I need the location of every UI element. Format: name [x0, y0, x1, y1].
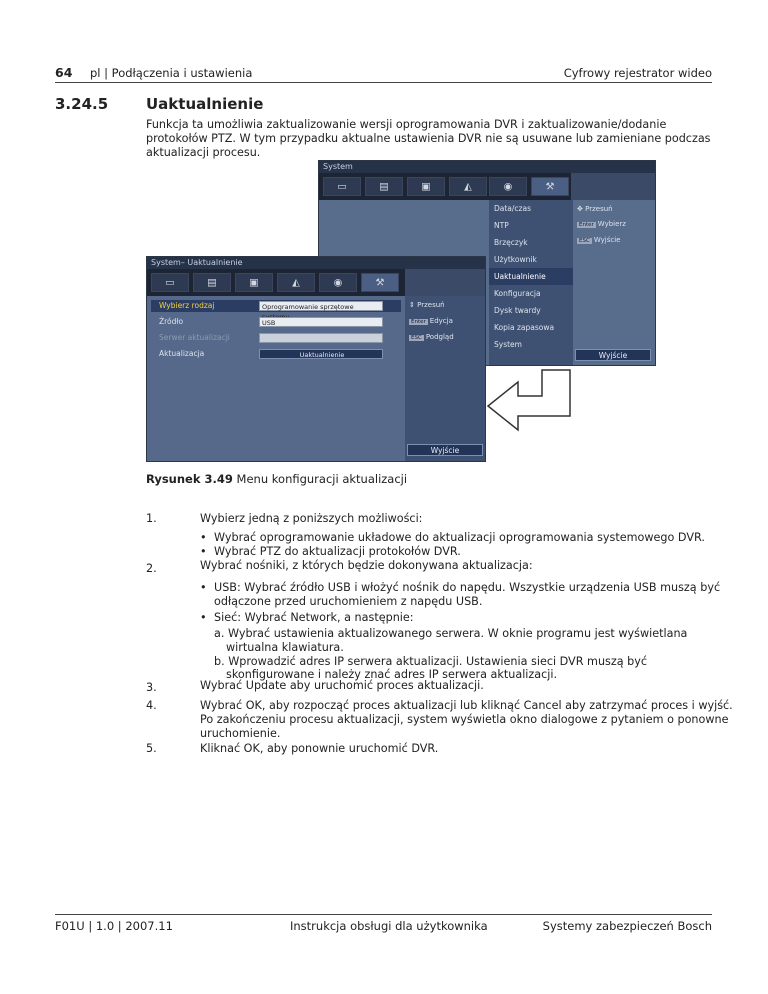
- step-2-sub-b-line2: skonfigurowane i należy znać adres IP serwera aktualizacji.: [226, 668, 558, 681]
- network-icon[interactable]: ◉: [489, 177, 527, 196]
- menu-item-buzzer[interactable]: Brzęczyk: [494, 238, 528, 247]
- hint-esc: ESC Podgląd: [411, 333, 454, 341]
- header-doc-title: Cyfrowy rejestrator wideo: [563, 66, 712, 80]
- record-icon[interactable]: ▤: [365, 177, 403, 196]
- camera-icon[interactable]: ▭: [323, 177, 361, 196]
- step-2-bullet: •: [200, 611, 207, 624]
- section-title: Uaktualnienie: [146, 95, 264, 113]
- hint-move: ⇕ Przesuń: [409, 301, 445, 309]
- step-3: Wybrać Update aby uruchomić proces aktualizacji.: [200, 679, 484, 692]
- hint-move: ✥ Przesuń: [577, 205, 613, 213]
- step-3-number: 3.: [146, 681, 157, 694]
- hint-esc: ESC Wyjście: [579, 236, 621, 244]
- updown-arrows-icon: ⇕: [409, 301, 415, 309]
- display-icon[interactable]: ▣: [407, 177, 445, 196]
- page-number: 64: [55, 65, 73, 80]
- step-2-sub-a-line1: a. Wybrać ustawienia aktualizowanego serwera. W oknie programu jest wyświetlana: [214, 627, 688, 640]
- footer-center: Instrukcja obsługi dla użytkownika: [290, 919, 488, 933]
- step-1-number: 1.: [146, 512, 157, 525]
- server-label: Serwer aktualizacji: [159, 333, 230, 342]
- system-tools-icon[interactable]: ⚒: [531, 177, 569, 196]
- hint-enter: Enter Wybierz: [579, 220, 626, 228]
- menu-item-configuration[interactable]: Konfiguracja: [494, 289, 541, 298]
- system-menu-list: [489, 200, 573, 365]
- toolbar-fill: [405, 269, 485, 296]
- toolbar: [319, 173, 571, 200]
- header-section: pl | Podłączenia i ustawienia: [90, 66, 253, 80]
- step-2-bullet: •: [200, 581, 207, 594]
- arrow-left-icon: [484, 366, 574, 434]
- alarm-icon[interactable]: ◭: [277, 273, 315, 292]
- footer-right: Systemy zabezpieczeń Bosch: [542, 919, 712, 933]
- step-2-sub-b-line1: b. Wprowadzić adres IP serwera aktualizacji. Ustawienia sieci DVR muszą być: [214, 655, 648, 668]
- step-2-number: 2.: [146, 562, 157, 575]
- header-rule: [55, 82, 712, 83]
- screen-title: System– Uaktualnienie: [147, 257, 485, 269]
- exit-button[interactable]: Wyjście: [407, 444, 483, 456]
- step-1-bullet: •: [200, 545, 207, 558]
- menu-item-system[interactable]: System: [494, 340, 522, 349]
- exit-button[interactable]: Wyjście: [575, 349, 651, 361]
- update-form: [147, 296, 405, 461]
- figure-caption: Rysunek 3.49 Menu konfiguracji aktualizacji: [146, 472, 408, 486]
- system-tools-icon[interactable]: ⚒: [361, 273, 399, 292]
- step-1-bullet: •: [200, 531, 207, 544]
- toolbar: [147, 269, 405, 296]
- step-4-line1: Wybrać OK, aby rozpocząć proces aktualizacji lub kliknąć Cancel aby zatrzymać proces i wyjść.: [200, 699, 733, 712]
- step-1-option-2: Wybrać PTZ do aktualizacji protokołów DVR.: [214, 545, 461, 558]
- step-1: Wybierz jedną z poniższych możliwości:: [200, 512, 423, 525]
- section-intro: Funkcja ta umożliwia zaktualizowanie wersji oprogramowania DVR i zaktualizowanie/dodanie protokołów PTZ. W tym przypadku aktualne ustawienia DVR nie są usuwane lub zamieniane podczas aktualizacji procesu.: [146, 118, 711, 159]
- step-4-line3: uruchomienie.: [200, 727, 281, 740]
- step-5-number: 5.: [146, 742, 157, 755]
- footer-left: F01U | 1.0 | 2007.11: [55, 919, 173, 933]
- update-button[interactable]: Uaktualnienie: [259, 349, 383, 359]
- hint-panel: [405, 296, 485, 461]
- server-field[interactable]: [259, 333, 383, 343]
- select-type-field[interactable]: Oprogramowanie sprzętowe: [259, 301, 383, 311]
- menu-item-hdd[interactable]: Dysk twardy: [494, 306, 541, 315]
- menu-item-ntp[interactable]: NTP: [494, 221, 509, 230]
- update-screen: [146, 256, 486, 462]
- menu-item-update[interactable]: Uaktualnienie: [489, 268, 573, 285]
- step-2-usb-line1: USB: Wybrać źródło USB i włożyć nośnik do napędu. Wszystkie urządzenia USB muszą być: [214, 581, 721, 594]
- step-2-usb-line2: odłączone przed uruchomieniem z napędu USB.: [214, 595, 483, 608]
- menu-item-datetime[interactable]: Data/czas: [494, 204, 531, 213]
- screen-title: System: [319, 161, 655, 173]
- source-label: Źródło: [159, 317, 184, 326]
- record-icon[interactable]: ▤: [193, 273, 231, 292]
- update-label: Aktualizacja: [159, 349, 205, 358]
- section-number: 3.24.5: [55, 95, 109, 113]
- toolbar-fill: [571, 173, 655, 200]
- step-5: Kliknać OK, aby ponownie uruchomić DVR.: [200, 742, 439, 755]
- step-2: Wybrać nośniki, z których będzie dokonywana aktualizacja:: [200, 559, 533, 572]
- menu-item-backup[interactable]: Kopia zapasowa: [494, 323, 555, 332]
- display-icon[interactable]: ▣: [235, 273, 273, 292]
- step-4-number: 4.: [146, 699, 157, 712]
- step-2-network: Sieć: Wybrać Network, a następnie:: [214, 611, 414, 624]
- menu-item-user[interactable]: Użytkownik: [494, 255, 537, 264]
- move-arrows-icon: ✥: [577, 205, 583, 213]
- network-icon[interactable]: ◉: [319, 273, 357, 292]
- alarm-icon[interactable]: ◭: [449, 177, 487, 196]
- footer-rule: [55, 914, 712, 915]
- step-1-option-1: Wybrać oprogramowanie układowe do aktualizacji oprogramowania systemowego DVR.: [214, 531, 705, 544]
- step-4-line2: Po zakończeniu procesu aktualizacji, system wyświetla okno dialogowe z pytaniem o ponowne: [200, 713, 729, 726]
- camera-icon[interactable]: ▭: [151, 273, 189, 292]
- hint-enter: Enter Edycja: [411, 317, 453, 325]
- source-field[interactable]: USB: [259, 317, 383, 327]
- step-2-sub-a-line2: wirtualna klawiatura.: [226, 641, 344, 654]
- select-type-label: Wybierz rodzaj: [159, 301, 215, 310]
